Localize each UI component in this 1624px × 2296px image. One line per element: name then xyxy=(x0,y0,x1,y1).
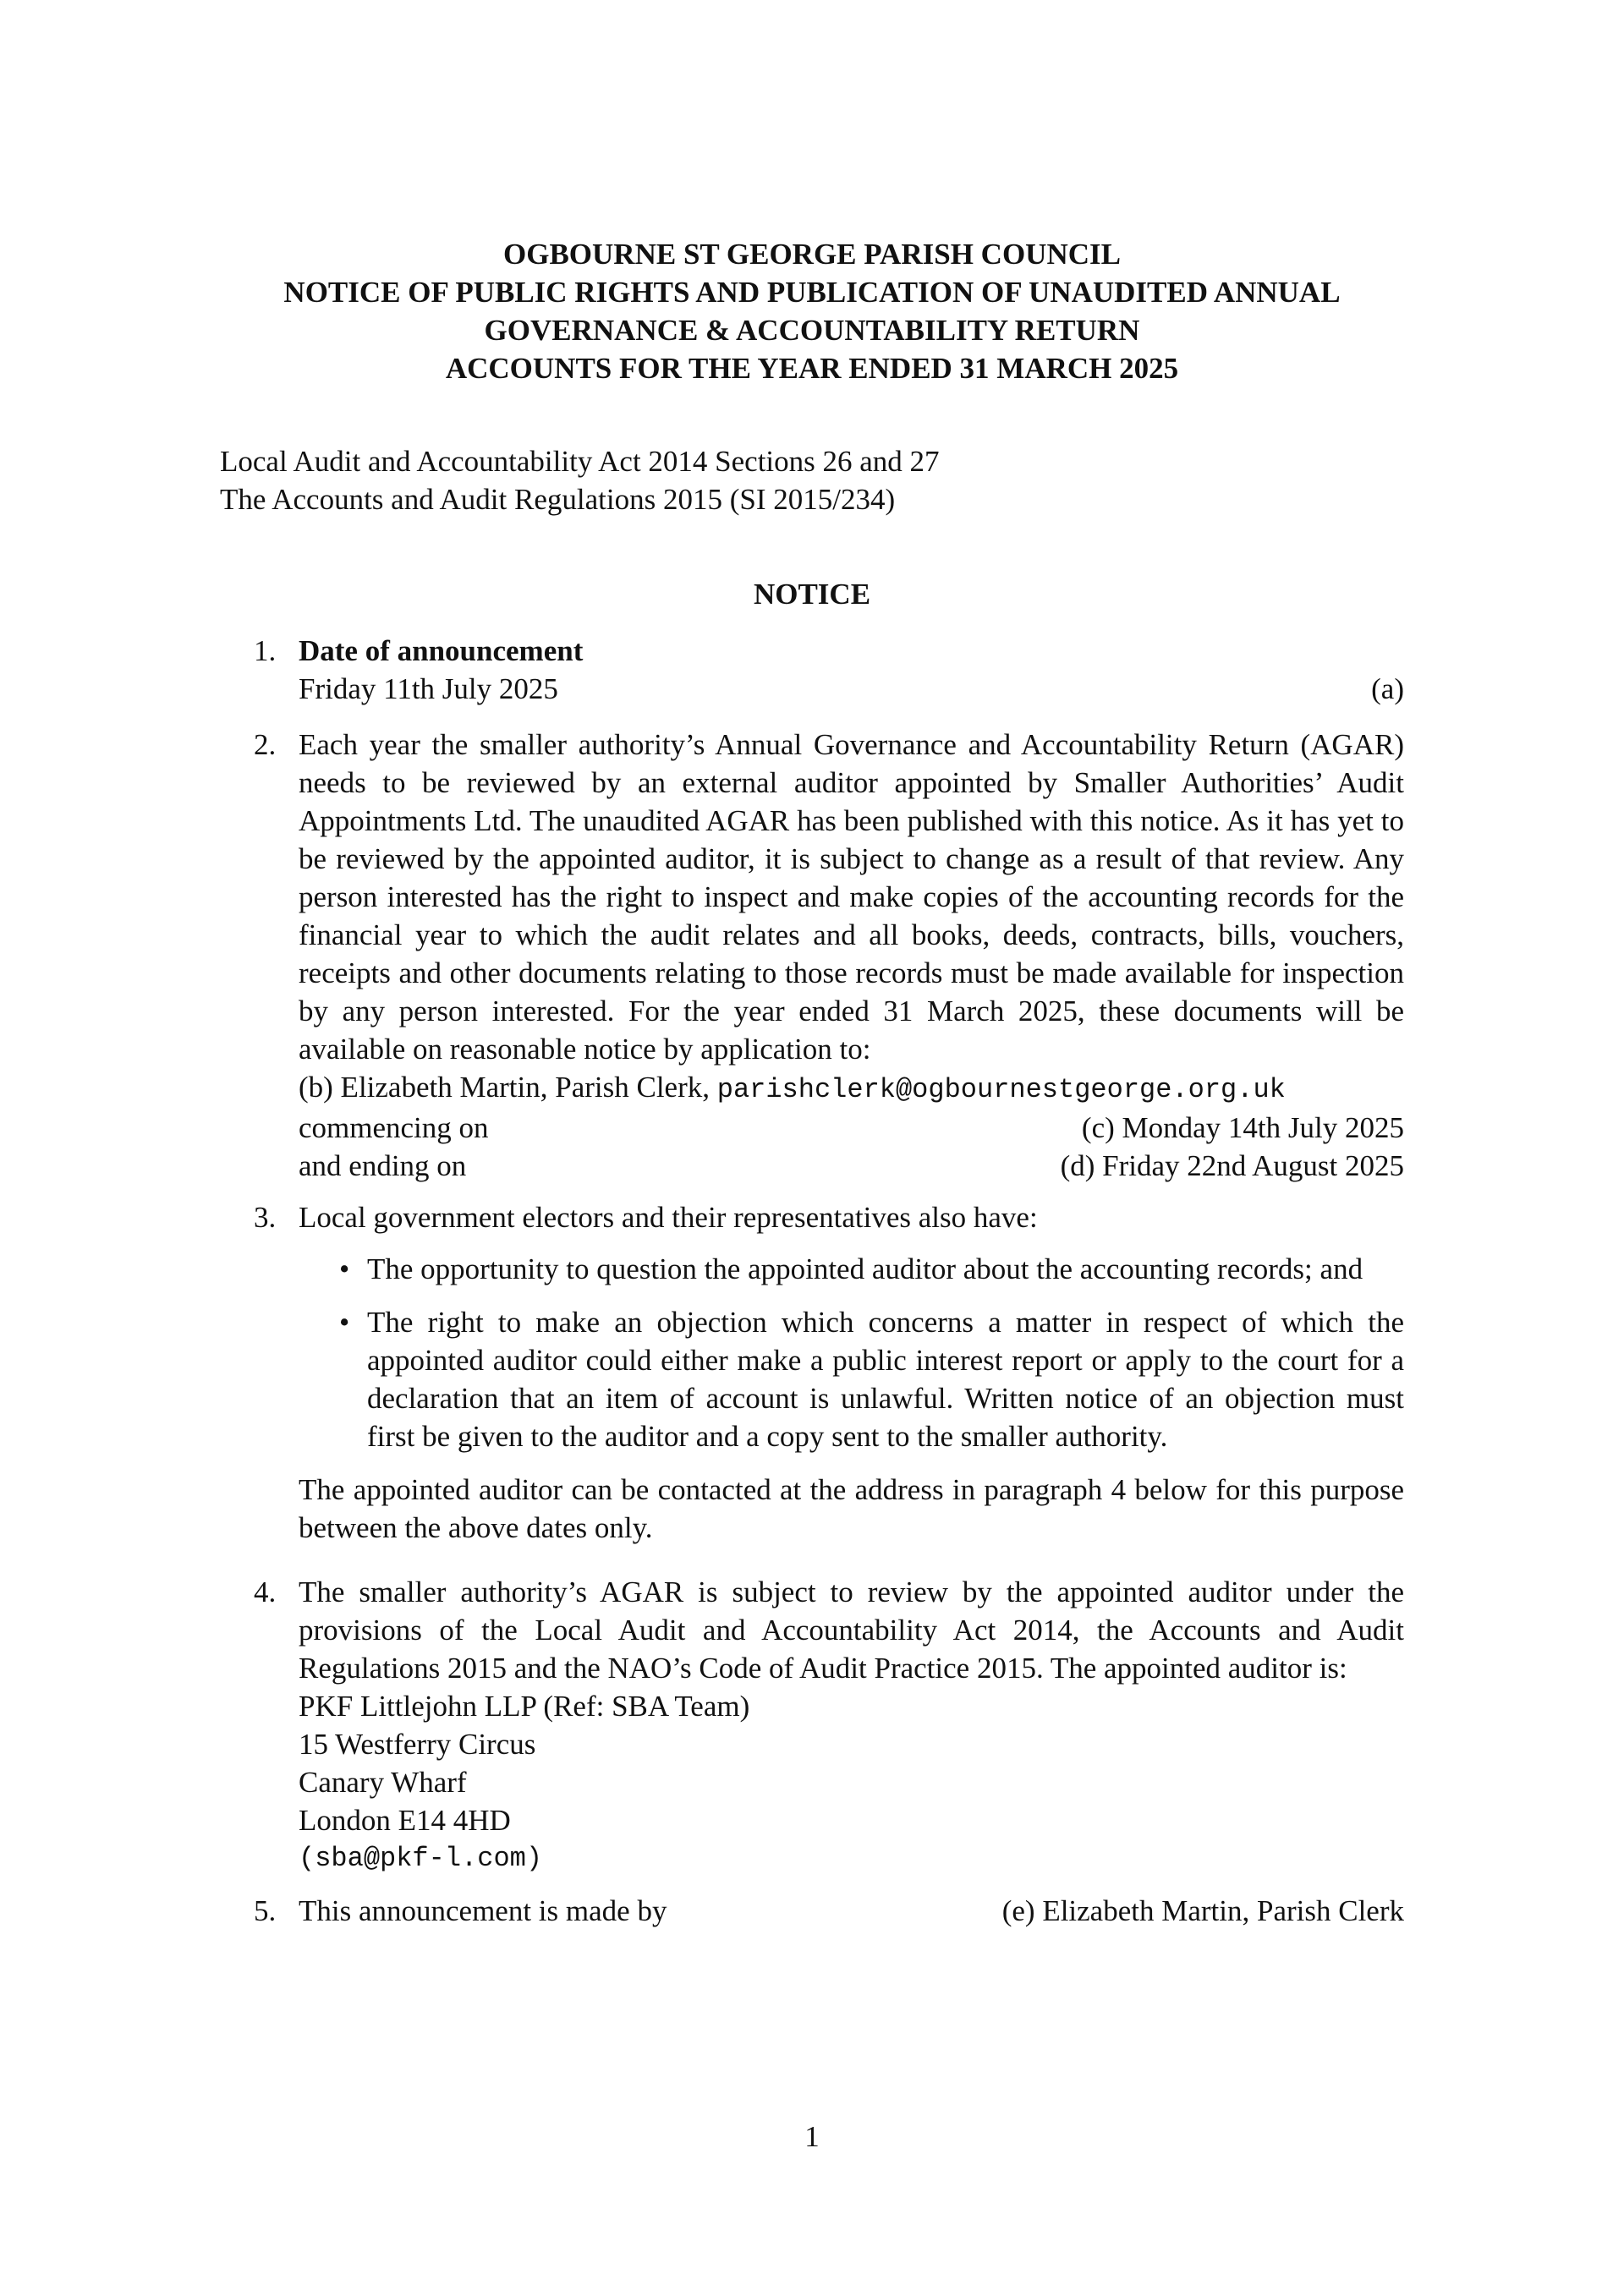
rights-list xyxy=(299,1250,1404,1455)
address-line: Canary Wharf xyxy=(299,1766,467,1799)
item-number: 5. xyxy=(254,1894,277,1927)
announcement-date: Friday 11th July 2025 xyxy=(299,672,558,705)
item-content xyxy=(299,632,1404,708)
document-title xyxy=(220,235,1404,387)
announcement-date-row xyxy=(299,670,1404,708)
bullet-icon: • xyxy=(339,1252,350,1285)
announcement-heading: Date of announcement xyxy=(299,634,584,667)
inspection-paragraph: Each year the smaller authority’s Annual Governance and Accountability Return (AGAR) needs to be reviewed by an external auditor appointed by Smaller Authorities’ Audit Appointments Ltd. The unaudited AGAR has been published with this notice. As it has yet to be reviewed by the appointed auditor, it is subject to change as a result of that review. Any person interested has the right to inspect and make copies of the accounting records for the financial year to which the audit relates and all books, deeds, contracts, bills, vouchers, receipts and other documents relating to those records must be made available for inspection by any person interested. For the year ended 31 March 2025, these documents will be available on reasonable notice by application to: xyxy=(299,728,1404,1066)
item-content xyxy=(299,1198,1404,1547)
announcement-by-value: (e) Elizabeth Martin, Parish Clerk xyxy=(1001,1894,1404,1927)
contact-person: (b) Elizabeth Martin, Parish Clerk, xyxy=(299,1071,717,1104)
review-paragraph: The smaller authority’s AGAR is subject to review by the appointed auditor under the provisions of the Local Audit and Accountability Act 2014, the Accounts and Audit Regulations 2015 and the NAO’s Code of Audit Practice 2015. The appointed auditor is: xyxy=(299,1575,1404,1685)
list-item-text: The right to make an objection which concerns a matter in respect of which the appointed auditor could either make a public interest report or apply to the court for a declaration that an item of account is unlawful. Written notice of an objection must first be given to the auditor and a copy sent to the smaller authority. xyxy=(367,1306,1404,1453)
address-line: PKF Littlejohn LLP (Ref: SBA Team) xyxy=(299,1690,750,1723)
item-number: 1. xyxy=(254,634,277,667)
item-content xyxy=(299,1573,1404,1877)
auditor-email: (sba@pkf-l.com) xyxy=(299,1843,543,1874)
commencing-date: (c) Monday 14th July 2025 xyxy=(1081,1111,1404,1144)
item-content xyxy=(299,1892,1404,1930)
item-number: 2. xyxy=(254,728,277,761)
electors-intro: Local government electors and their representatives also have: xyxy=(299,1201,1038,1234)
commencing-row xyxy=(299,1109,1404,1147)
contact-email: parishclerk@ogbournestgeorge.org.uk xyxy=(716,1074,1286,1105)
legislation-line: The Accounts and Audit Regulations 2015 (SI 2015/234) xyxy=(220,483,896,516)
bullet-icon: • xyxy=(339,1306,350,1339)
title-line: OGBOURNE ST GEORGE PARISH COUNCIL xyxy=(503,238,1121,271)
address-line: 15 Westferry Circus xyxy=(299,1728,536,1761)
auditor-contact-note: The appointed auditor can be contacted at the address in paragraph 4 below for this purpose between the above dates only. xyxy=(299,1473,1404,1544)
item-number: 4. xyxy=(254,1575,277,1608)
commencing-label: commencing on xyxy=(299,1111,489,1144)
legislation-line: Local Audit and Accountability Act 2014 Sections 26 and 27 xyxy=(220,445,940,478)
title-line: NOTICE OF PUBLIC RIGHTS AND PUBLICATION OF UNAUDITED ANNUAL xyxy=(283,276,1341,309)
title-line: GOVERNANCE & ACCOUNTABILITY RETURN xyxy=(484,314,1140,347)
address-line: London E14 4HD xyxy=(299,1804,511,1837)
item-number: 3. xyxy=(254,1201,277,1234)
list-item xyxy=(299,1250,1404,1288)
contact-line xyxy=(299,1068,1404,1109)
legislation-references xyxy=(220,442,1404,518)
ending-row xyxy=(299,1147,1404,1185)
ending-label: and ending on xyxy=(299,1149,467,1182)
list-item xyxy=(299,1303,1404,1455)
field-marker: (a) xyxy=(1371,672,1404,705)
auditor-address xyxy=(299,1687,1404,1877)
page-number: 1 xyxy=(804,2120,820,2153)
notice-heading: NOTICE xyxy=(753,578,871,611)
announcement-by-label: This announcement is made by xyxy=(299,1894,667,1927)
list-item-text: The opportunity to question the appointed auditor about the accounting records; and xyxy=(367,1252,1363,1285)
ending-date: (d) Friday 22nd August 2025 xyxy=(1060,1149,1404,1182)
item-content xyxy=(299,726,1404,1185)
title-line: ACCOUNTS FOR THE YEAR ENDED 31 MARCH 2025 xyxy=(445,352,1179,385)
announcement-by-row xyxy=(299,1892,1404,1930)
